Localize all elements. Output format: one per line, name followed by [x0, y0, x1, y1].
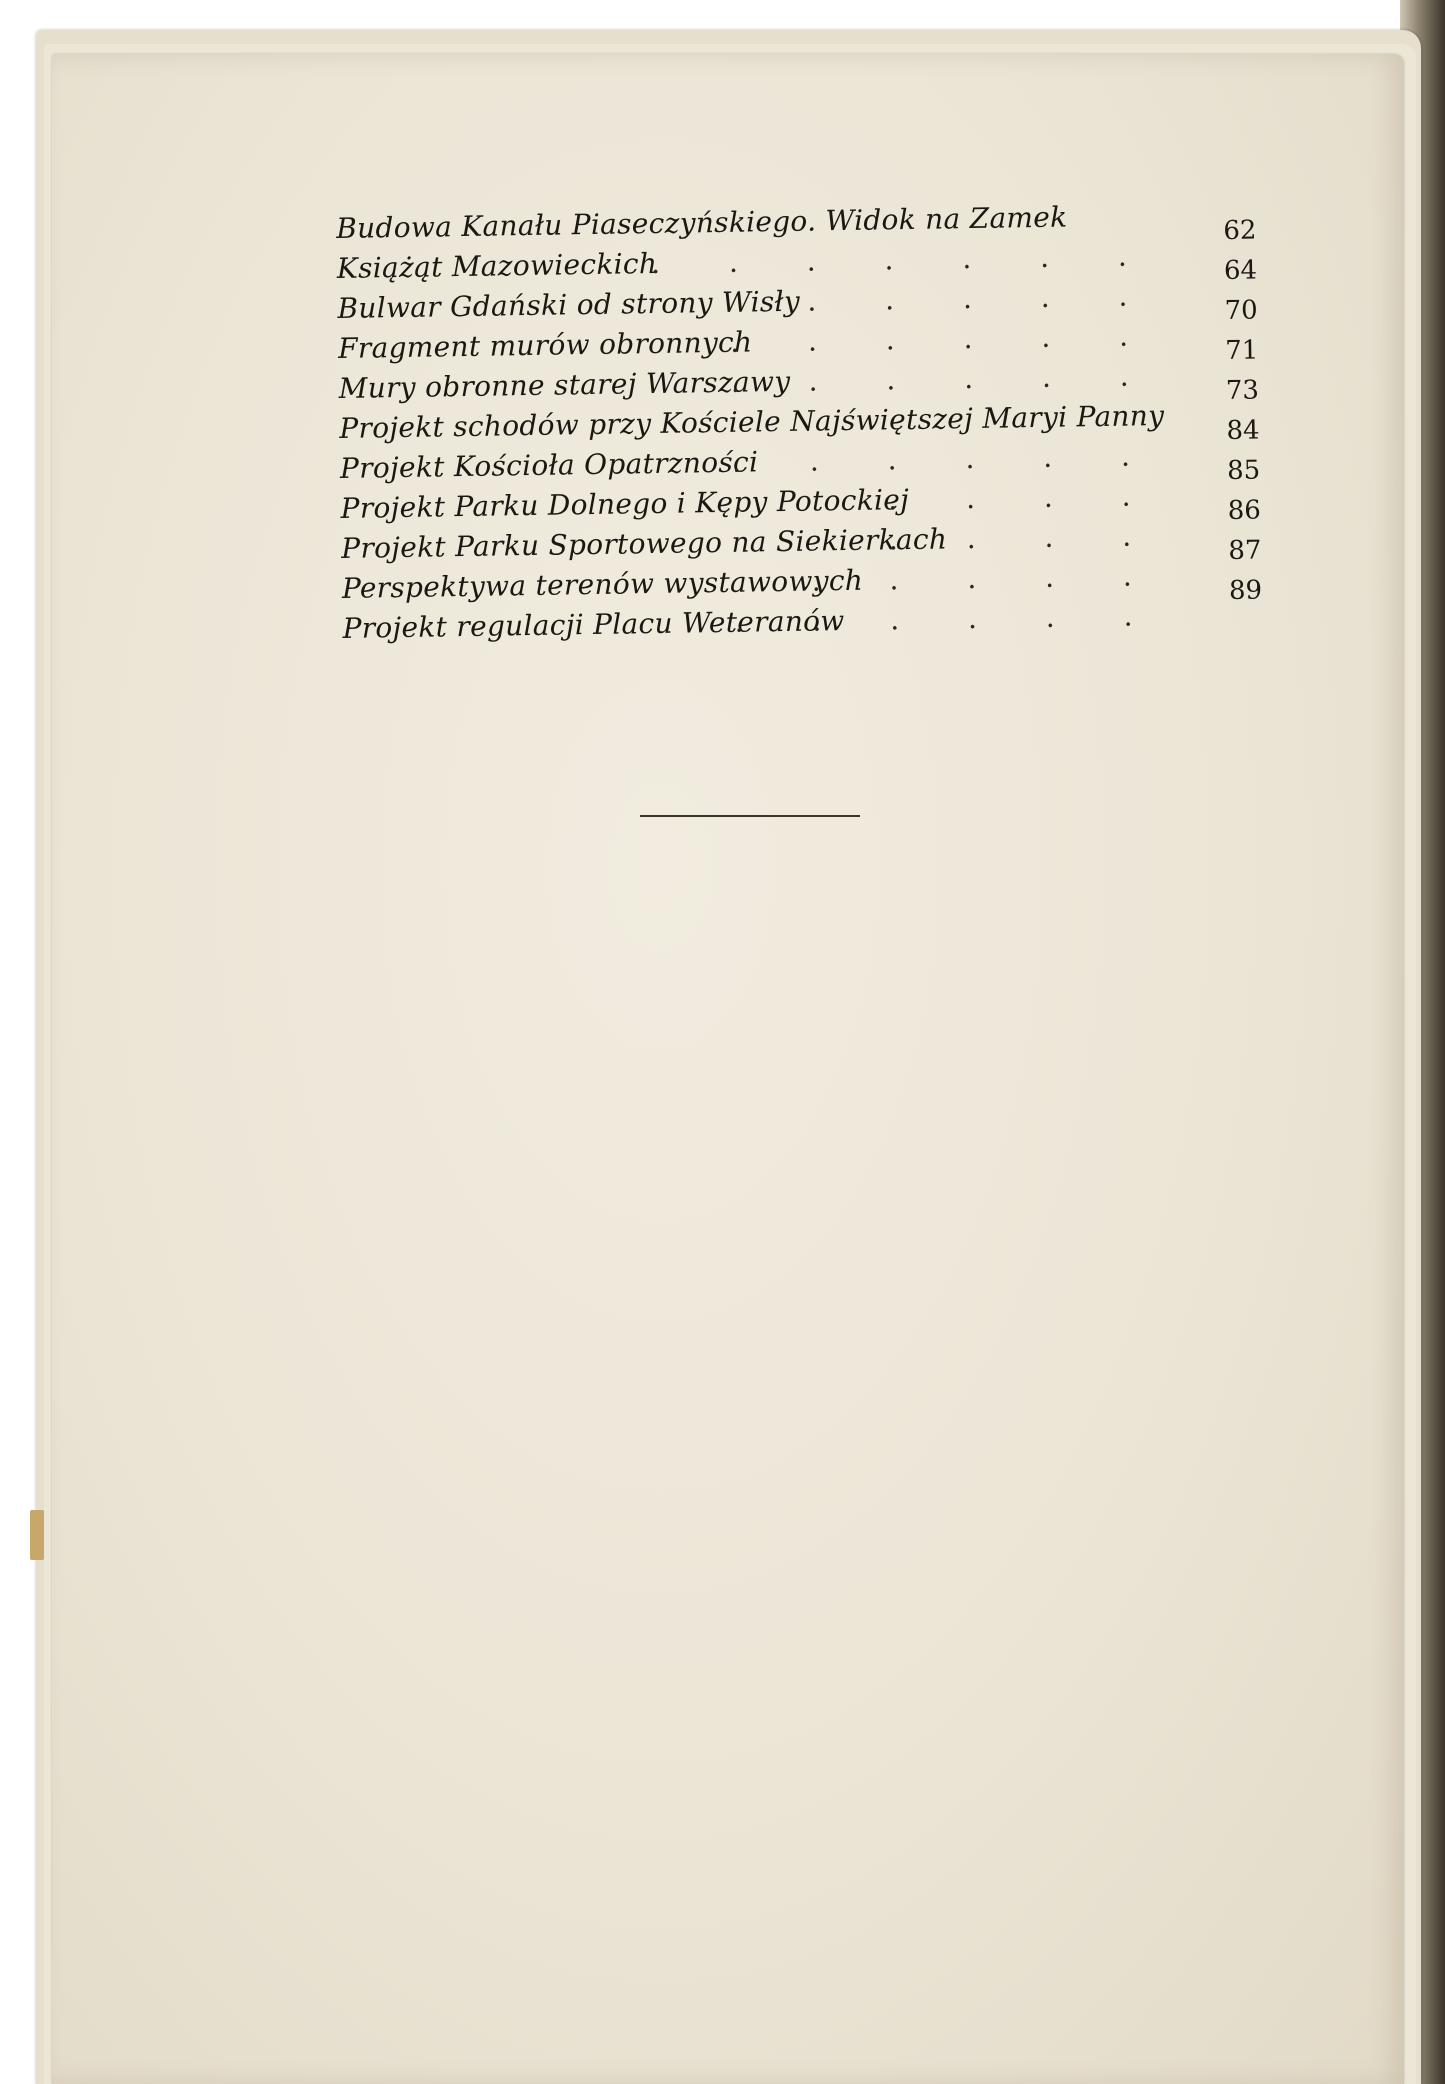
toc-entry-page: 70 [1224, 295, 1258, 327]
toc-entry-leader: . . . . . . [734, 599, 1163, 639]
toc-entry-page: 73 [1225, 375, 1260, 407]
toc-entry-leader: . . . . . . [729, 319, 1159, 359]
toc-entry-page: 64 [1223, 255, 1258, 287]
toc-entry-leader: . . . . . . [731, 439, 1161, 479]
toc-entry-page: 86 [1227, 495, 1262, 527]
toc-entry-page: 89 [1228, 575, 1263, 607]
toc-entry-page: 87 [1228, 535, 1262, 567]
toc-entry-title: Projekt regulacji Placu Weteranów [342, 604, 845, 645]
toc-entry-page: 71 [1224, 335, 1259, 367]
toc-entry-leader: . . . . . [811, 559, 1163, 598]
toc-entry-title: Budowa Kanału Piaseczyńskiego. Widok na Zamek [336, 200, 1068, 245]
toc-entry-title: Projekt schodów przy Kościele Najświętszej Maryi Panny [339, 399, 1165, 445]
toc-entry-leader: . . . . . . . [650, 239, 1158, 281]
toc-entry-page: 62 [1223, 215, 1257, 247]
toc-entry-title: Książąt Mazowieckich [336, 246, 658, 285]
toc-entry-page: 85 [1226, 455, 1261, 487]
toc-entry-leader: . . . . . . [730, 359, 1159, 399]
binding-tab [30, 1510, 44, 1560]
toc-entry-leader: . . . . [888, 519, 1162, 557]
toc-entry-leader: . . . . . [807, 279, 1158, 318]
toc-entry-leader: . . . . [888, 479, 1161, 517]
toc-entry-title: Projekt Parku Dolnego i Kępy Potockiej [340, 483, 910, 525]
toc-entry-title: Mury obronne starej Warszawy [338, 364, 791, 405]
toc-entry-title: Bulwar Gdański od strony Wisły [337, 284, 801, 325]
toc-entry-title: Projekt Parku Sportowego na Siekierkach [341, 522, 948, 565]
horizontal-divider [640, 815, 860, 817]
toc-entry-title: Fragment murów obronnych [337, 325, 753, 365]
toc-entry-page: 84 [1226, 415, 1260, 447]
toc-entry-title: Projekt Kościoła Opatrzności [339, 445, 759, 485]
toc-entry-title: Perspektywa terenów wystawowych [341, 563, 864, 605]
table-of-contents [336, 198, 1263, 652]
